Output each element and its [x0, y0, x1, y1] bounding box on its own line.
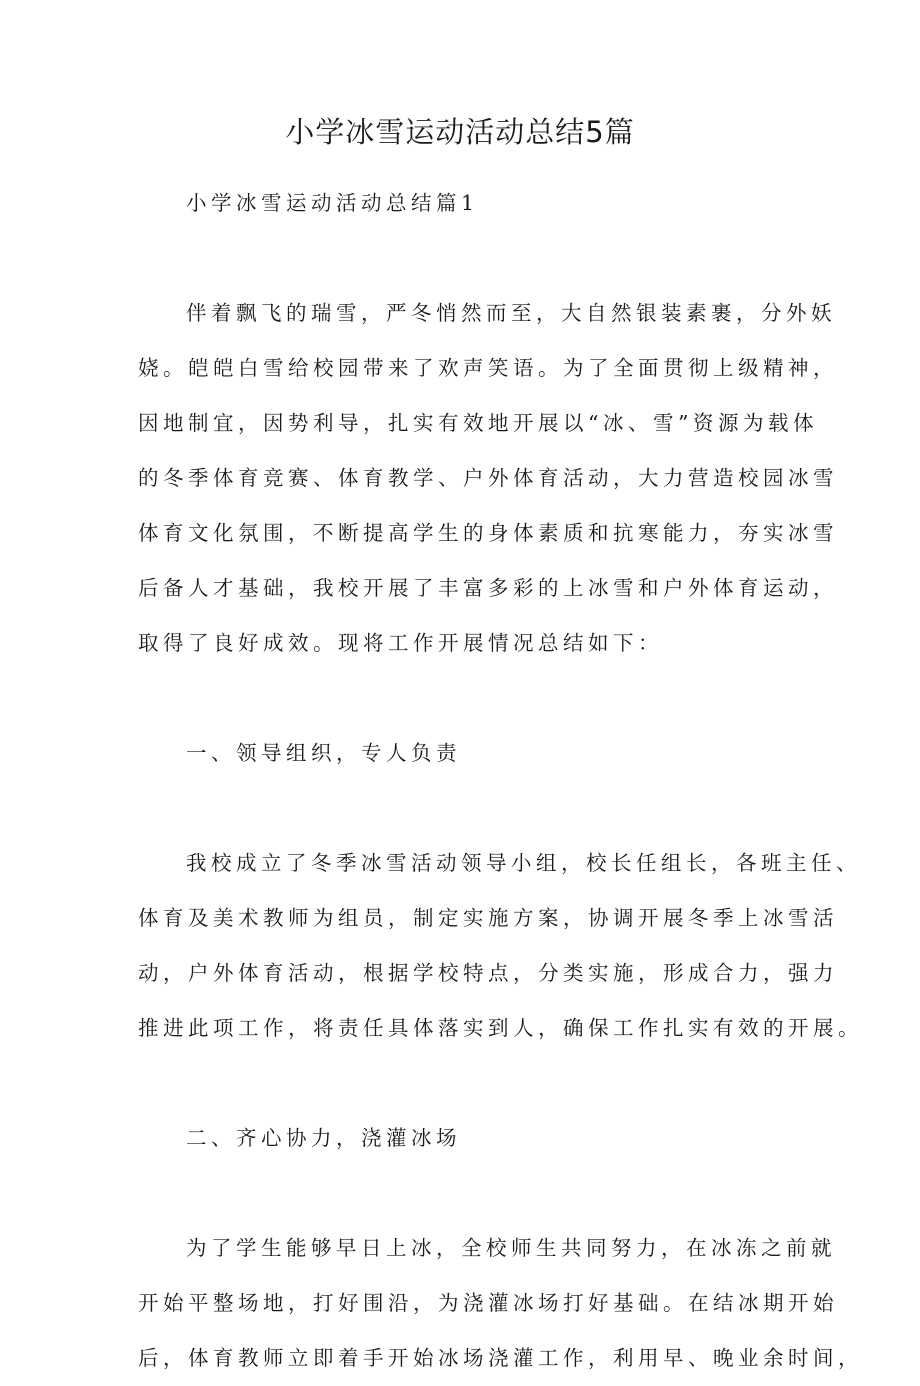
paragraph-line: 伴着飘飞的瑞雪，严冬悄然而至，大自然银装素裹，分外妖: [186, 301, 836, 325]
blank-line: [138, 781, 798, 836]
blank-line: [138, 1056, 798, 1111]
paragraph-line: 体育文化氛围，不断提高学生的身体素质和抗寒能力，夯实冰雪: [138, 521, 838, 545]
paragraph-line: 后，体育教师立即着手开始冰场浇灌工作，利用早、晚业余时间，: [138, 1346, 863, 1370]
section-heading: 小学冰雪运动活动总结篇1: [186, 191, 479, 215]
blank-line: [138, 671, 798, 726]
blank-line: [138, 231, 798, 286]
paragraph-line: 后备人才基础，我校开展了丰富多彩的上冰雪和户外体育运动，: [138, 576, 838, 600]
paragraph-line: 为了学生能够早日上冰，全校师生共同努力，在冰冻之前就: [186, 1236, 836, 1260]
document-title: 小学冰雪运动活动总结5篇: [285, 115, 635, 149]
paragraph-line: 因地制宜，因势利导，扎实有效地开展以“冰、雪”资源为载体: [138, 411, 818, 435]
section-heading: 一、领导组织，专人负责: [186, 741, 461, 765]
document-body: [138, 176, 863, 1386]
section-heading: 二、齐心协力，浇灌冰场: [186, 1126, 461, 1150]
paragraph-line: 推进此项工作，将责任具体落实到人，确保工作扎实有效的开展。: [138, 1016, 863, 1040]
paragraph-line: 的冬季体育竞赛、体育教学、户外体育活动，大力营造校园冰雪: [138, 466, 838, 490]
paragraph-line: 取得了良好成效。现将工作开展情况总结如下：: [138, 631, 663, 655]
blank-line: [138, 1166, 798, 1221]
paragraph-line: 娆。皑皑白雪给校园带来了欢声笑语。为了全面贯彻上级精神，: [138, 356, 838, 380]
paragraph-line: 开始平整场地，打好围沿，为浇灌冰场打好基础。在结冰期开始: [138, 1291, 838, 1315]
paragraph-line: 我校成立了冬季冰雪活动领导小组，校长任组长，各班主任、: [186, 851, 861, 875]
paragraph-line: 体育及美术教师为组员，制定实施方案，协调开展冬季上冰雪活: [138, 906, 838, 930]
paragraph-line: 动，户外体育活动，根据学校特点，分类实施，形成合力，强力: [138, 961, 838, 985]
